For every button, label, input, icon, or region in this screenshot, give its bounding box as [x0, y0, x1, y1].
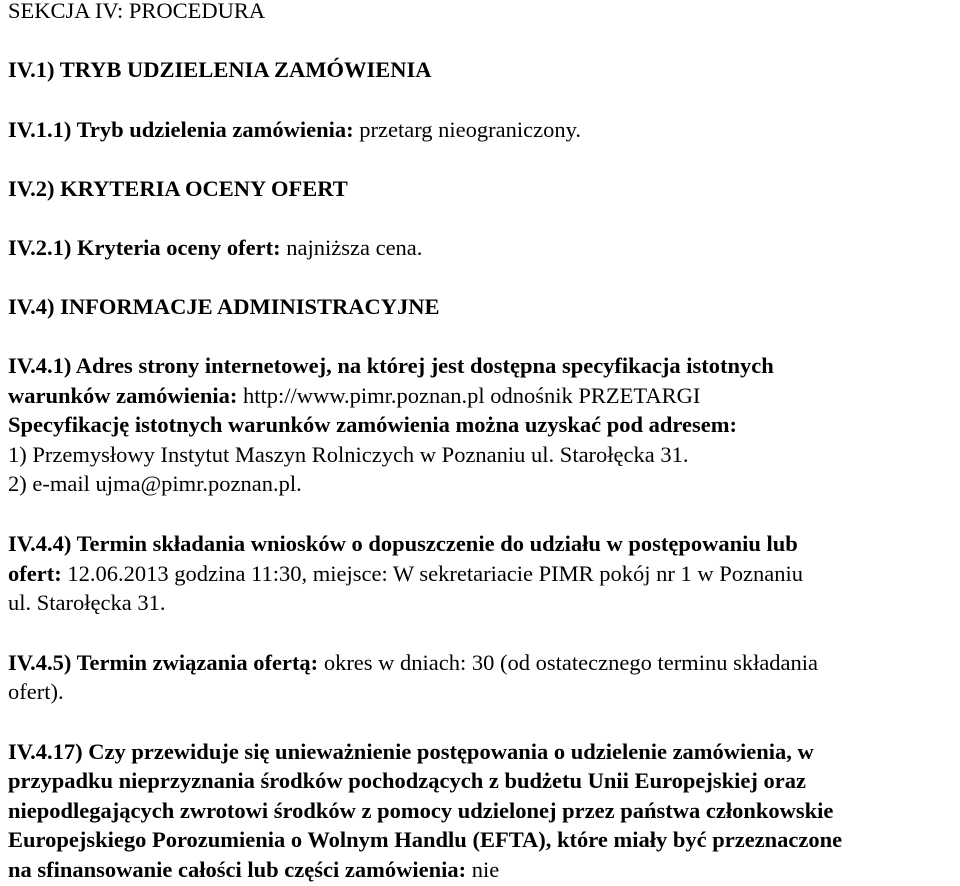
iv1-1-line	[8, 117, 581, 143]
iv4-17-line1: IV.4.17) Czy przewiduje się unieważnienie postępowania o udzielenie zamówienia, w	[8, 739, 814, 764]
iv4-17-value: nie	[466, 857, 500, 882]
iv2-1-value: najniższa cena.	[280, 235, 423, 260]
iv4-17-line5	[8, 857, 499, 883]
iv2-heading: IV.2) KRYTERIA OCENY OFERT	[8, 176, 348, 201]
iv4-4-line2	[8, 561, 803, 587]
iv4-4-value: 12.06.2013 godzina 11:30, miejsce: W sekretariacie PIMR pokój nr 1 w Poznaniu	[61, 561, 804, 586]
section-title: SEKCJA IV: PROCEDURA	[8, 0, 266, 23]
iv4-1-line2	[8, 383, 700, 409]
iv4-heading: IV.4) INFORMACJE ADMINISTRACYJNE	[8, 294, 440, 319]
iv4-17-label: na sfinansowanie całości lub części zamówienia:	[8, 857, 467, 882]
iv4-17-line2: przypadku nieprzyznania środków pochodzących z budżetu Unii Europejskiej oraz	[8, 768, 806, 793]
iv4-17-line3: niepodlegających zwrotowi środków z pomocy udzielonej przez państwa członkowskie	[8, 798, 834, 823]
iv2-1-label: IV.2.1) Kryteria oceny ofert:	[8, 235, 281, 260]
iv2-1-line	[8, 235, 422, 261]
iv4-1-line4: 1) Przemysłowy Instytut Maszyn Rolniczych w Poznaniu ul. Starołęcka 31.	[8, 442, 689, 467]
iv4-1-url: http://www.pimr.poznan.pl odnośnik PRZETARGI	[237, 383, 701, 408]
iv4-5-label: IV.4.5) Termin związania ofertą:	[8, 650, 319, 675]
iv4-17-line4: Europejskiego Porozumienia o Wolnym Handlu (EFTA), które miały być przeznaczone	[8, 827, 843, 852]
iv1-1-value: przetarg nieograniczony.	[353, 117, 582, 142]
iv4-5-line1	[8, 650, 818, 676]
iv4-1-line3: Specyfikację istotnych warunków zamówienia można uzyskać pod adresem:	[8, 412, 737, 437]
iv4-5-line2: ofert).	[8, 679, 64, 704]
iv1-heading: IV.1) TRYB UDZIELENIA ZAMÓWIENIA	[8, 57, 432, 82]
iv1-1-label: IV.1.1) Tryb udzielenia zamówienia:	[8, 117, 354, 142]
iv4-4-line1: IV.4.4) Termin składania wniosków o dopuszczenie do udziału w postępowaniu lub	[8, 531, 798, 556]
iv4-4-line3: ul. Starołęcka 31.	[8, 590, 166, 615]
iv4-5-value: okres w dniach: 30 (od ostatecznego terminu składania	[318, 650, 819, 675]
iv4-1-line1: IV.4.1) Adres strony internetowej, na której jest dostępna specyfikacja istotnych	[8, 353, 774, 378]
iv4-1-line5: 2) e-mail ujma@pimr.poznan.pl.	[8, 471, 302, 496]
iv4-4-label: ofert:	[8, 561, 62, 586]
iv4-1-label: warunków zamówienia:	[8, 383, 238, 408]
